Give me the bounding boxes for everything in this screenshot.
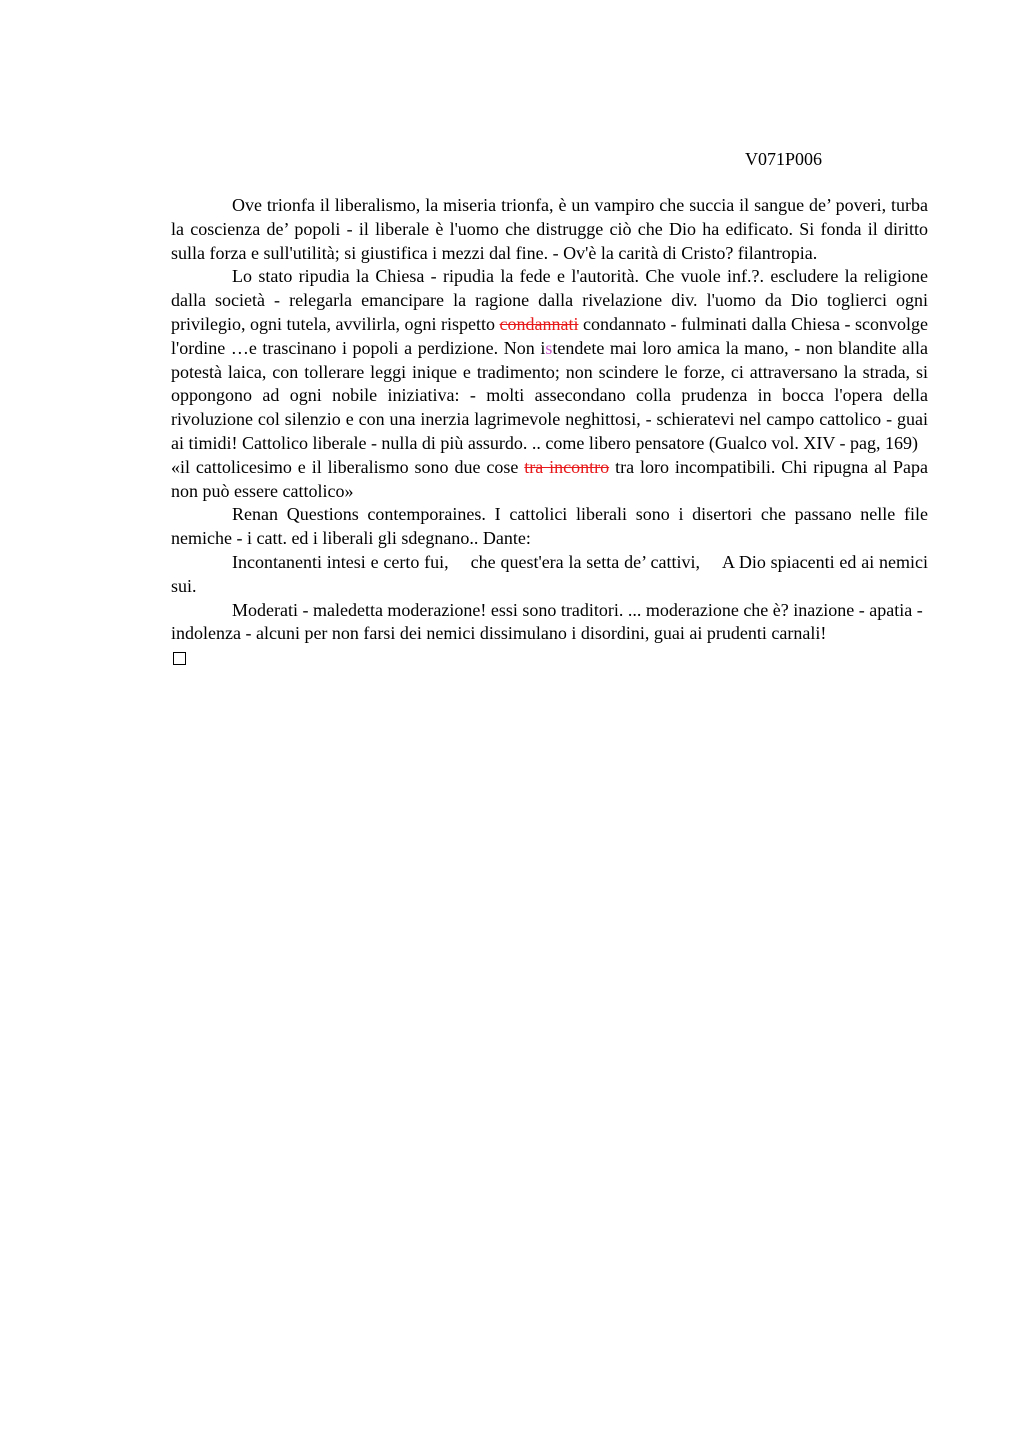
paragraph-quote [171,456,928,504]
paragraph-text: condannato - fulminati dalla Chiesa - sconvolge l'ordine …e trascinano i popoli a perdizione. Non i [171,313,928,358]
deleted-text: tra incontro [524,456,610,477]
verse-line: A Dio spiacenti ed ai nemici sui. [171,551,929,596]
verse-line: Incontanenti intesi e certo fui, [232,551,449,572]
verse-line: che quest'era la setta de’ cattivi, [470,551,701,572]
document-body [171,194,928,665]
paragraph-text: tendete mai loro amica la mano, - non blandite alla potestà laica, con tollerare leggi inique e tradimento; non scindere le forze, ci attraversano la strada, si oppongono ad ogni nobile iniziativa: - molti assecondano colla prudenza in bocca l'opera della rivoluzione col silenzio e con una inerzia lagrimevole neghittosi, - schieratevi nel campo cattolico - guai ai timidi! Cattolico liberale - nulla di più assurdo. .. come libero pensatore (Gualco vol. XIV - pag, 169) [171,337,928,453]
quote-text: «il cattolicesimo e il liberalismo sono due cose [171,456,519,477]
page-code: V071P006 [745,149,823,169]
paragraph-moderati: Moderati - maledetta moderazione! essi sono traditori. ... moderazione che è? inazione - apatia - indolenza - alcuni per non farsi dei nemici dissimulano i disordini, guai ai prudenti carnali! [171,599,923,644]
inserted-text: s [545,337,553,358]
paragraph-renan: Renan Questions contemporaines. I cattolici liberali sono i disertori che passano nelle file nemiche - i catt. ed i liberali gli sdegnano.. Dante: [171,504,928,549]
paragraph-dante-verse [171,551,928,599]
deleted-text: condannati [499,313,579,334]
paragraph-liberalism: Ove trionfa il liberalismo, la miseria trionfa, è un vampiro che succia il sangue de’ poveri, turba la coscienza de’ popoli - il liberale è l'uomo che distrugge ciò che Dio ha edificato. Si fonda il diritto sulla forza e sull'utilità; si giustifica i mezzi dal fine. - Ov'è la carità di Cristo? filantropia. [171,195,928,263]
checkbox-icon [173,652,186,665]
paragraph-state-church [171,265,928,455]
quote-text: tra loro incompatibili. Chi ripugna al Papa non può essere cattolico» [171,456,929,501]
paragraph-text: Lo stato ripudia la Chiesa - ripudia la fede e l'autorità. Che vuole inf.?. escludere la religione dalla società - relegarla emancipare la ragione dalla rivelazione div. l'uomo da Dio toglierci ogni privilegio, ogni tutela, avvilirla, ogni rispetto [171,266,928,334]
